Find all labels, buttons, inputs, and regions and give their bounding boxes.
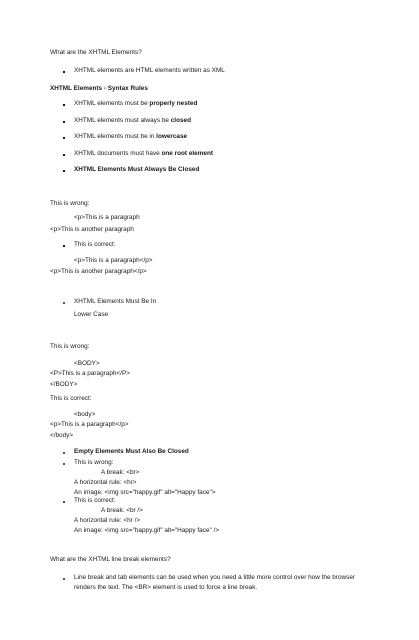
lowercase-bullet-line-1: XHTML Elements Must Be In xyxy=(74,298,157,305)
line-break-question: What are the XHTML line break elements? xyxy=(50,556,171,563)
lowercase-bullet-line-2: Lower Case xyxy=(74,311,109,318)
empty-correct-break: A break: <br /> xyxy=(101,507,143,514)
closed-wrong-code-2: <p>This is another paragraph xyxy=(50,226,134,233)
closed-correct-code-2: <p>This is another paragraph</p> xyxy=(50,268,147,275)
bullet-icon xyxy=(63,302,65,304)
bullet-icon xyxy=(63,71,65,73)
bullet-icon xyxy=(63,104,65,106)
lowercase-wrong-code-3: </BODY> xyxy=(50,381,78,388)
rule-text: XHTML elements must always be xyxy=(74,117,171,124)
empty-elements-heading: Empty Elements Must Also Be Closed xyxy=(74,448,189,455)
intro-bullet: XHTML elements are HTML elements written as XML xyxy=(74,67,225,74)
lowercase-wrong-code-2: <P>This is a paragraph</P> xyxy=(50,370,130,377)
empty-wrong-rule: A horizontal rule: <hr> xyxy=(74,479,137,486)
rule-text: XHTML elements must be xyxy=(74,100,150,107)
line-break-paragraph-1: Line break and tab elements can be used when you need a little more control over how the browser xyxy=(74,574,356,581)
closed-wrong-label: This is wrong: xyxy=(50,200,90,207)
closed-correct-code-1: <p>This is a paragraph</p> xyxy=(74,257,153,264)
empty-correct-image: An image: <img src="happy.gif" alt="Happy face" /> xyxy=(74,527,220,534)
empty-wrong-label: This is wrong: xyxy=(74,459,114,466)
closed-correct-label: This is correct: xyxy=(74,241,116,248)
lowercase-correct-code-1: <body> xyxy=(74,411,96,418)
lowercase-wrong-label: This is wrong: xyxy=(50,343,90,350)
rule-item-always-closed xyxy=(74,167,199,173)
rule-emphasis: properly nested xyxy=(149,100,198,107)
rule-emphasis: XHTML Elements Must Always Be Closed xyxy=(74,166,200,173)
bullet-icon xyxy=(63,463,65,465)
rules-heading: XHTML Elements - Syntax Rules xyxy=(50,85,148,92)
empty-correct-rule: A horizontal rule: <hr /> xyxy=(74,517,141,524)
rule-item-nested xyxy=(74,101,197,107)
rule-text: XHTML elements must be in xyxy=(74,133,157,140)
bullet-icon xyxy=(63,452,65,454)
lowercase-correct-code-2: <p>This is a paragraph</p> xyxy=(50,421,129,428)
closed-wrong-code-1: <p>This is a paragraph xyxy=(74,214,140,221)
empty-wrong-image: An image: <img src="happy.gif" alt="Happy face"> xyxy=(74,489,216,496)
intro-question: What are the XHTML Elements? xyxy=(50,49,142,56)
rule-emphasis: lowercase xyxy=(156,133,188,140)
rule-item-lowercase xyxy=(74,134,187,140)
rule-emphasis: closed xyxy=(170,117,191,124)
lowercase-correct-code-3: </body> xyxy=(50,432,74,439)
bullet-icon xyxy=(63,170,65,172)
bullet-icon xyxy=(63,154,65,156)
bullet-icon xyxy=(63,137,65,139)
lowercase-wrong-code-1: <BODY> xyxy=(74,360,100,367)
rule-item-root xyxy=(74,151,213,157)
line-break-paragraph-2: renders the text. The <BR> element is used to force a line break. xyxy=(74,584,258,591)
lowercase-correct-label: This is correct: xyxy=(50,395,92,402)
bullet-icon xyxy=(63,121,65,123)
empty-wrong-break: A break: <br> xyxy=(101,469,140,476)
rule-emphasis: one root element xyxy=(161,150,213,157)
bullet-icon xyxy=(63,578,65,580)
rule-item-closed xyxy=(74,118,191,124)
bullet-icon xyxy=(63,501,65,503)
rule-text: XHTML documents must have xyxy=(74,150,162,157)
bullet-icon xyxy=(63,245,65,247)
empty-correct-label: This is correct: xyxy=(74,497,116,504)
